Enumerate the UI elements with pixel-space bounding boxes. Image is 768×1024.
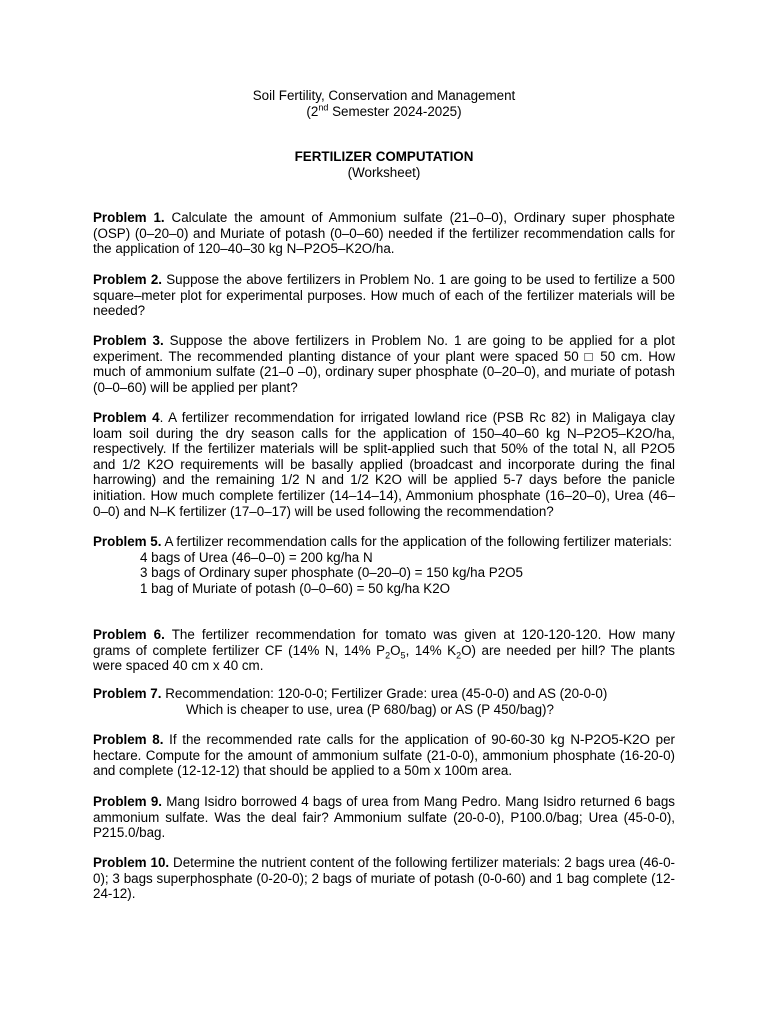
problem-text: Determine the nutrient content of the following fertilizer materials: 2 bags urea (46-0-0); 3 bags superphosphate (0-20-0); 2 bags of muriate of potash (0-0-60) and 1 bag complete (12-24-12).	[93, 855, 675, 902]
problem-label: Problem 5.	[93, 534, 162, 549]
problem-1	[93, 210, 675, 257]
problem-7	[93, 686, 675, 717]
problem-text: Suppose the above fertilizers in Problem No. 1 are going to be applied for a plot experiment. The recommended planting distance of your plant were spaced 50 □ 50 cm. How much of ammonium sulfate (21–0 –0), ordinary super phosphate (0–20–0), and muriate of potash (0–0–60) will be applied per plant?	[93, 333, 676, 395]
problem-label: Problem 10.	[93, 855, 170, 870]
problem-5	[93, 534, 675, 596]
document-header	[0, 88, 768, 120]
problem-label: Problem 9.	[93, 794, 163, 809]
problem-label: Problem 2.	[93, 272, 162, 287]
list-item: 3 bags of Ordinary super phosphate (0–20–0) = 150 kg/ha P2O5	[140, 565, 524, 581]
problem-text: . A fertilizer recommendation for irrigated lowland rice (PSB Rc 82) in Maligaya clay loam soil during the dry season calls for the application of 150–40–60 kg N–P2O5–K2O/ha, respectively. If the fertilizer materials will be split-applied such that 50% of the total N, all P2O5 and 1/2 K2O requirements will be basally applied (broadcast and incorporate during the final harrowing) and the remaining 1/2 N and 1/2 K2O will be applied 5-7 days before the panicle initiation. How much complete fertilizer (14–14–14), Ammonium phosphate (16–20–0), Urea (46–0–0) and N–K fertilizer (17–0–17) will be used following the recommendation?	[93, 410, 676, 519]
problem-text: A fertilizer recommendation calls for the application of the following fertilizer materials:	[161, 534, 673, 549]
problem-4	[93, 410, 675, 519]
page-title: FERTILIZER COMPUTATION	[294, 149, 474, 164]
problem-8	[93, 732, 675, 779]
course-title: Soil Fertility, Conservation and Management	[252, 88, 516, 103]
problem-text: Recommendation: 120-0-0; Fertilizer Grade: urea (45-0-0) and AS (20-0-0)	[161, 686, 608, 701]
problem-label: Problem 4	[93, 410, 160, 425]
problem-label: Problem 3.	[93, 333, 164, 348]
problem-text: Suppose the above fertilizers in Problem No. 1 are going to be used to fertilize a 500 square–meter plot for experimental purposes. How much of each of the fertilizer materials will be needed?	[93, 272, 675, 319]
problem-question: Which is cheaper to use, urea (P 680/bag) or AS (P 450/bag)?	[186, 701, 554, 717]
problem-text: If the recommended rate calls for the application of 90-60-30 kg N-P2O5-K2O per hectare. Compute for the amount of ammonium sulfate (21-0-0), ammonium phosphate (16-20-0) and complete (12-12-12) that should be applied to a 50m x 100m area.	[93, 732, 675, 779]
problem-text: Mang Isidro borrowed 4 bags of urea from Mang Pedro. Mang Isidro returned 6 bags ammonium sulfate. Was the deal fair? Ammonium sulfate (20-0-0), P100.0/bag; Urea (45-0-0), P215.0/bag.	[93, 794, 676, 841]
problem-label: Problem 6.	[93, 627, 165, 642]
problem-10	[93, 855, 675, 902]
worksheet-title	[0, 149, 768, 181]
problem-2	[93, 272, 675, 319]
problem-text: Calculate the amount of Ammonium sulfate (21–0–0), Ordinary super phosphate (OSP) (0–20–0) and Muriate of potash (0–0–60) needed if the fertilizer recommendation calls for the application of 120–40–30 kg N–P2O5–K2O/ha.	[93, 210, 675, 257]
problem-label: Problem 8.	[93, 732, 164, 747]
problem-label: Problem 7.	[93, 686, 162, 701]
problem-3	[93, 333, 675, 395]
list-item: 4 bags of Urea (46–0–0) = 200 kg/ha N	[140, 549, 373, 565]
problem-6: Problem 6. The fertilizer recommendation for tomato was given at 120-120-120. How many grams of complete fertilizer CF (14% N, 14% $P_2O_5$, 14% $K_2O$) are needed per hill? The plants were spaced 40 cm x 40 cm.	[93, 627, 676, 674]
semester-line: (2nd Semester 2024-2025)	[306, 102, 462, 119]
page-subtitle: (Worksheet)	[347, 165, 421, 180]
problem-label: Problem 1.	[93, 210, 165, 225]
list-item: 1 bag of Muriate of potash (0–0–60) = 50 kg/ha K2O	[140, 580, 451, 596]
problem-9	[93, 794, 675, 841]
